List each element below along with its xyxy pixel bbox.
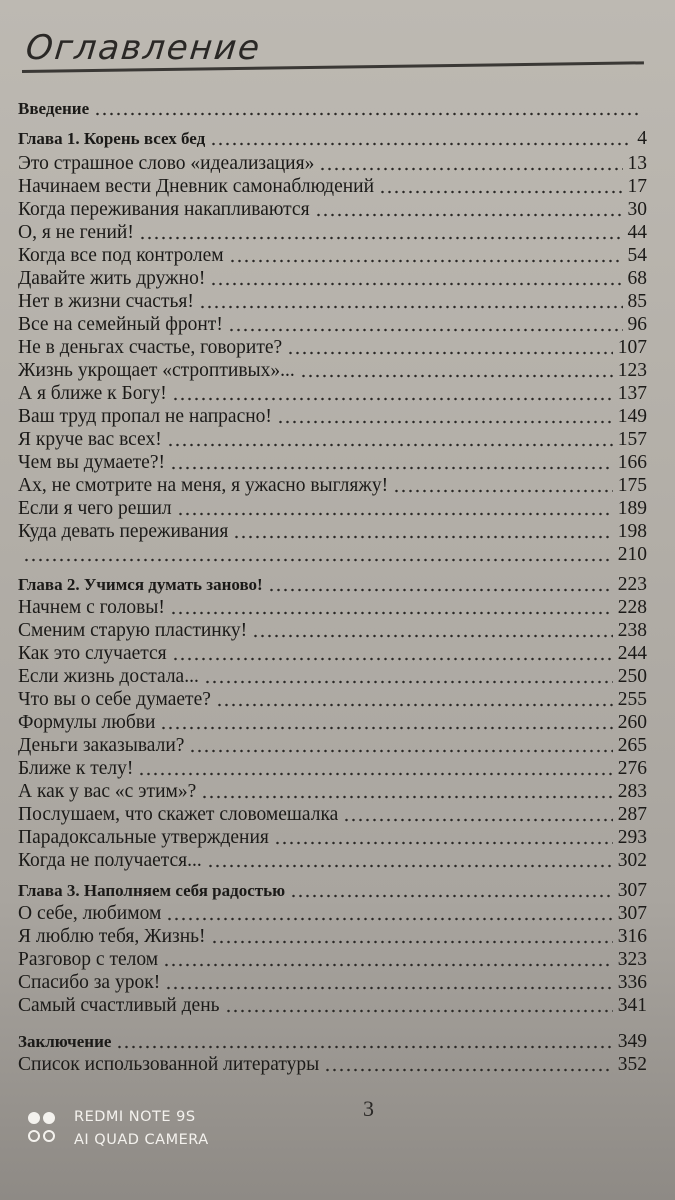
toc-entry-title: А я ближе к Богу! [18, 383, 167, 404]
toc-entry-page: 137 [617, 383, 647, 404]
page-heading: Оглавление [23, 28, 264, 68]
camera-watermark [28, 1106, 209, 1152]
toc-entry-page: 283 [617, 781, 647, 802]
toc-entry-page: 175 [617, 475, 647, 496]
toc-entry-page: 13 [627, 153, 647, 174]
toc-dot-leader [139, 236, 623, 240]
toc-entry-page: 4 [637, 128, 647, 149]
toc-dot-leader [94, 112, 642, 116]
toc-entry-page: 336 [617, 972, 647, 993]
toc-dot-leader [170, 466, 613, 470]
toc-entry-row [18, 947, 647, 971]
toc-entry-page: 96 [627, 314, 647, 335]
toc-dot-leader [228, 328, 623, 332]
toc-entry-page: 85 [627, 291, 647, 312]
toc-dot-leader [252, 634, 613, 638]
toc-entry-title: Не в деньгах счастье, говорите? [18, 337, 283, 358]
toc-dot-leader [343, 818, 612, 822]
toc-entry-row [18, 779, 647, 803]
toc-dot-leader [199, 305, 623, 309]
toc-entry-page: 157 [617, 429, 647, 450]
toc-entry-page: 166 [617, 452, 647, 473]
toc-entry-title: Разговор с телом [18, 949, 159, 970]
toc-entry-row [18, 993, 647, 1017]
toc-section-row [18, 572, 647, 596]
toc-section-row [18, 96, 647, 120]
toc-entry-row [18, 924, 647, 948]
toc-dot-leader [163, 963, 613, 967]
toc-entry-row [18, 595, 647, 619]
toc-entry-page: 210 [617, 544, 647, 565]
toc-dot-leader [379, 190, 622, 194]
toc-entry-title: Куда девать переживания [18, 521, 229, 542]
toc-entry-title: Нет в жизни счастья! [18, 291, 194, 312]
quad-camera-icon [28, 1110, 64, 1148]
toc-dot-leader [204, 680, 613, 684]
toc-dot-leader [165, 986, 613, 990]
toc-dot-leader [189, 749, 612, 753]
toc-entry-row [18, 151, 647, 175]
toc-entry-row [18, 970, 647, 994]
toc-entry-page: 276 [617, 758, 647, 779]
toc-entry-page: 149 [617, 406, 647, 427]
toc-entry-row [18, 618, 647, 642]
toc-entry-row [18, 802, 647, 826]
toc-dot-leader [290, 894, 613, 898]
toc-entry-page: 307 [617, 880, 647, 901]
toc-entry-page: 198 [617, 521, 647, 542]
toc-entry-row [18, 1052, 647, 1076]
toc-entry-title: Заключение [18, 1032, 112, 1051]
toc-entry-title: Начинаем вести Дневник самонаблюдений [18, 176, 375, 197]
toc-entry-page: 107 [617, 337, 647, 358]
toc-entry-title: Послушаем, что скажет словомешалка [18, 804, 339, 825]
toc-entry-row [18, 496, 647, 520]
toc-entry-title: Глава 2. Учимся думать заново! [18, 575, 263, 594]
toc-entry-row [18, 519, 647, 543]
toc-section-row [18, 878, 647, 902]
toc-entry-row [18, 848, 647, 872]
toc-entry-page: 238 [617, 620, 647, 641]
toc-entry-page: 265 [617, 735, 647, 756]
toc-entry-page: 341 [617, 995, 647, 1016]
toc-section-row [18, 1029, 647, 1053]
toc-dot-leader [229, 259, 623, 263]
watermark-model: REDMI NOTE 9S [74, 1109, 196, 1125]
toc-entry-title: Парадоксальные утверждения [18, 827, 269, 848]
toc-entry-page: 323 [617, 949, 647, 970]
toc-entry-row [18, 664, 647, 688]
toc-entry-row [18, 197, 647, 221]
toc-entry-title: Я круче вас всех! [18, 429, 162, 450]
toc-entry-row [18, 473, 647, 497]
toc-entry-page: 44 [627, 222, 647, 243]
toc-entry-title: Введение [18, 99, 90, 118]
toc-entry-row [18, 404, 647, 428]
toc-entry-row [18, 358, 647, 382]
toc-entry-page: 352 [617, 1054, 647, 1075]
toc-entry-title: О, я не гений! [18, 222, 134, 243]
toc-dot-leader [170, 611, 613, 615]
toc-entry-row [18, 641, 647, 665]
toc-dot-leader [160, 726, 612, 730]
toc-dot-leader [210, 282, 622, 286]
toc-entry-title: Глава 3. Наполняем себя радостью [18, 881, 286, 900]
toc-entry-page: 307 [617, 903, 647, 924]
toc-entry-title: Жизнь укрощает «строптивых»... [18, 360, 295, 381]
toc-entry-title: Начнем с головы! [18, 597, 165, 618]
toc-dot-leader [277, 420, 613, 424]
toc-dot-leader [274, 841, 613, 845]
toc-entry-title: Я люблю тебя, Жизнь! [18, 926, 206, 947]
toc-dot-leader [23, 558, 613, 562]
toc-entry-row [18, 266, 647, 290]
toc-entry-title: Когда не получается... [18, 850, 202, 871]
toc-entry-page: 250 [617, 666, 647, 687]
toc-entry-row [18, 901, 647, 925]
toc-dot-leader [167, 443, 613, 447]
toc-entry-title: Давайте жить дружно! [18, 268, 206, 289]
toc-entry-row [18, 733, 647, 757]
toc-entry-title: Когда переживания накапливаются [18, 199, 310, 220]
toc-entry-title: А как у вас «с этим»? [18, 781, 197, 802]
toc-entry-title: Ваш труд пропал не напрасно! [18, 406, 272, 427]
toc-dot-leader [324, 1068, 612, 1072]
toc-entry-page: 68 [627, 268, 647, 289]
toc-entry-page: 302 [617, 850, 647, 871]
toc-entry-row [18, 687, 647, 711]
watermark-camera: AI QUAD CAMERA [74, 1132, 209, 1148]
toc-entry-title: Спасибо за урок! [18, 972, 161, 993]
toc-entry-title: Это страшное слово «идеализация» [18, 153, 315, 174]
toc-entry-row [18, 312, 647, 336]
page-number: 3 [363, 1096, 374, 1121]
toc-entry-title: Формулы любви [18, 712, 156, 733]
toc-entry-title: Чем вы думаете?! [18, 452, 165, 473]
toc-dot-leader [287, 351, 613, 355]
toc-entry-page: 316 [617, 926, 647, 947]
toc-entry-row [18, 825, 647, 849]
toc-dot-leader [138, 772, 612, 776]
toc-entry-title: Список использованной литературы [18, 1054, 320, 1075]
toc-dot-leader [216, 703, 613, 707]
toc-dot-leader [211, 940, 613, 944]
toc-dot-leader [225, 1009, 613, 1013]
toc-dot-leader [268, 588, 613, 592]
toc-dot-leader [319, 167, 622, 171]
toc-entry-page: 30 [627, 199, 647, 220]
toc-entry-row [18, 243, 647, 267]
toc-entry-title: Ах, не смотрите на меня, я ужасно выгляжу! [18, 475, 389, 496]
toc-entry-page: 255 [617, 689, 647, 710]
toc-entry-page: 244 [617, 643, 647, 664]
toc-entry-page: 287 [617, 804, 647, 825]
toc-entry-title: Если жизнь достала... [18, 666, 199, 687]
toc-entry-title: Как это случается [18, 643, 167, 664]
toc-entry-row [18, 335, 647, 359]
toc-entry-title: Когда все под контролем [18, 245, 224, 266]
toc-dot-leader [300, 374, 613, 378]
toc-dot-leader [210, 142, 632, 146]
toc-dot-leader [172, 657, 613, 661]
toc-entry-title: О себе, любимом [18, 903, 162, 924]
toc-entry-row [18, 710, 647, 734]
toc-entry-title: Если я чего решил [18, 498, 172, 519]
toc-dot-leader [201, 795, 612, 799]
toc-entry-page: 223 [617, 574, 647, 595]
toc-dot-leader [166, 917, 612, 921]
toc-entry-page: 189 [617, 498, 647, 519]
toc-entry-title: Сменим старую пластинку! [18, 620, 248, 641]
toc-dot-leader [177, 512, 613, 516]
toc-entry-page: 228 [617, 597, 647, 618]
toc-entry-page: 349 [617, 1031, 647, 1052]
toc-entry-row [18, 427, 647, 451]
toc-entry-title: Глава 1. Корень всех бед [18, 129, 206, 148]
toc-entry-row [18, 174, 647, 198]
toc-entry-row [18, 381, 647, 405]
toc-entry-title: Самый счастливый день [18, 995, 220, 1016]
toc-dot-leader [233, 535, 612, 539]
toc-entry-page: 54 [627, 245, 647, 266]
toc-entry-page: 260 [617, 712, 647, 733]
toc-dot-leader [315, 213, 623, 217]
toc-entry-page: 293 [617, 827, 647, 848]
toc-entry-row [18, 542, 647, 566]
toc-entry-row [18, 450, 647, 474]
toc-dot-leader [207, 864, 613, 868]
toc-dot-leader [116, 1045, 612, 1049]
toc-entry-title: Все на семейный фронт! [18, 314, 223, 335]
toc-entry-title: Деньги заказывали? [18, 735, 185, 756]
toc-entry-page: 123 [617, 360, 647, 381]
toc-entry-title: Ближе к телу! [18, 758, 134, 779]
toc-dot-leader [172, 397, 613, 401]
toc-entry-title: Что вы о себе думаете? [18, 689, 211, 710]
toc-entry-row [18, 220, 647, 244]
toc-section-row [18, 126, 647, 150]
toc-entry-page: 17 [627, 176, 647, 197]
toc-entry-row [18, 756, 647, 780]
toc-entry-row [18, 289, 647, 313]
toc-dot-leader [393, 489, 613, 493]
